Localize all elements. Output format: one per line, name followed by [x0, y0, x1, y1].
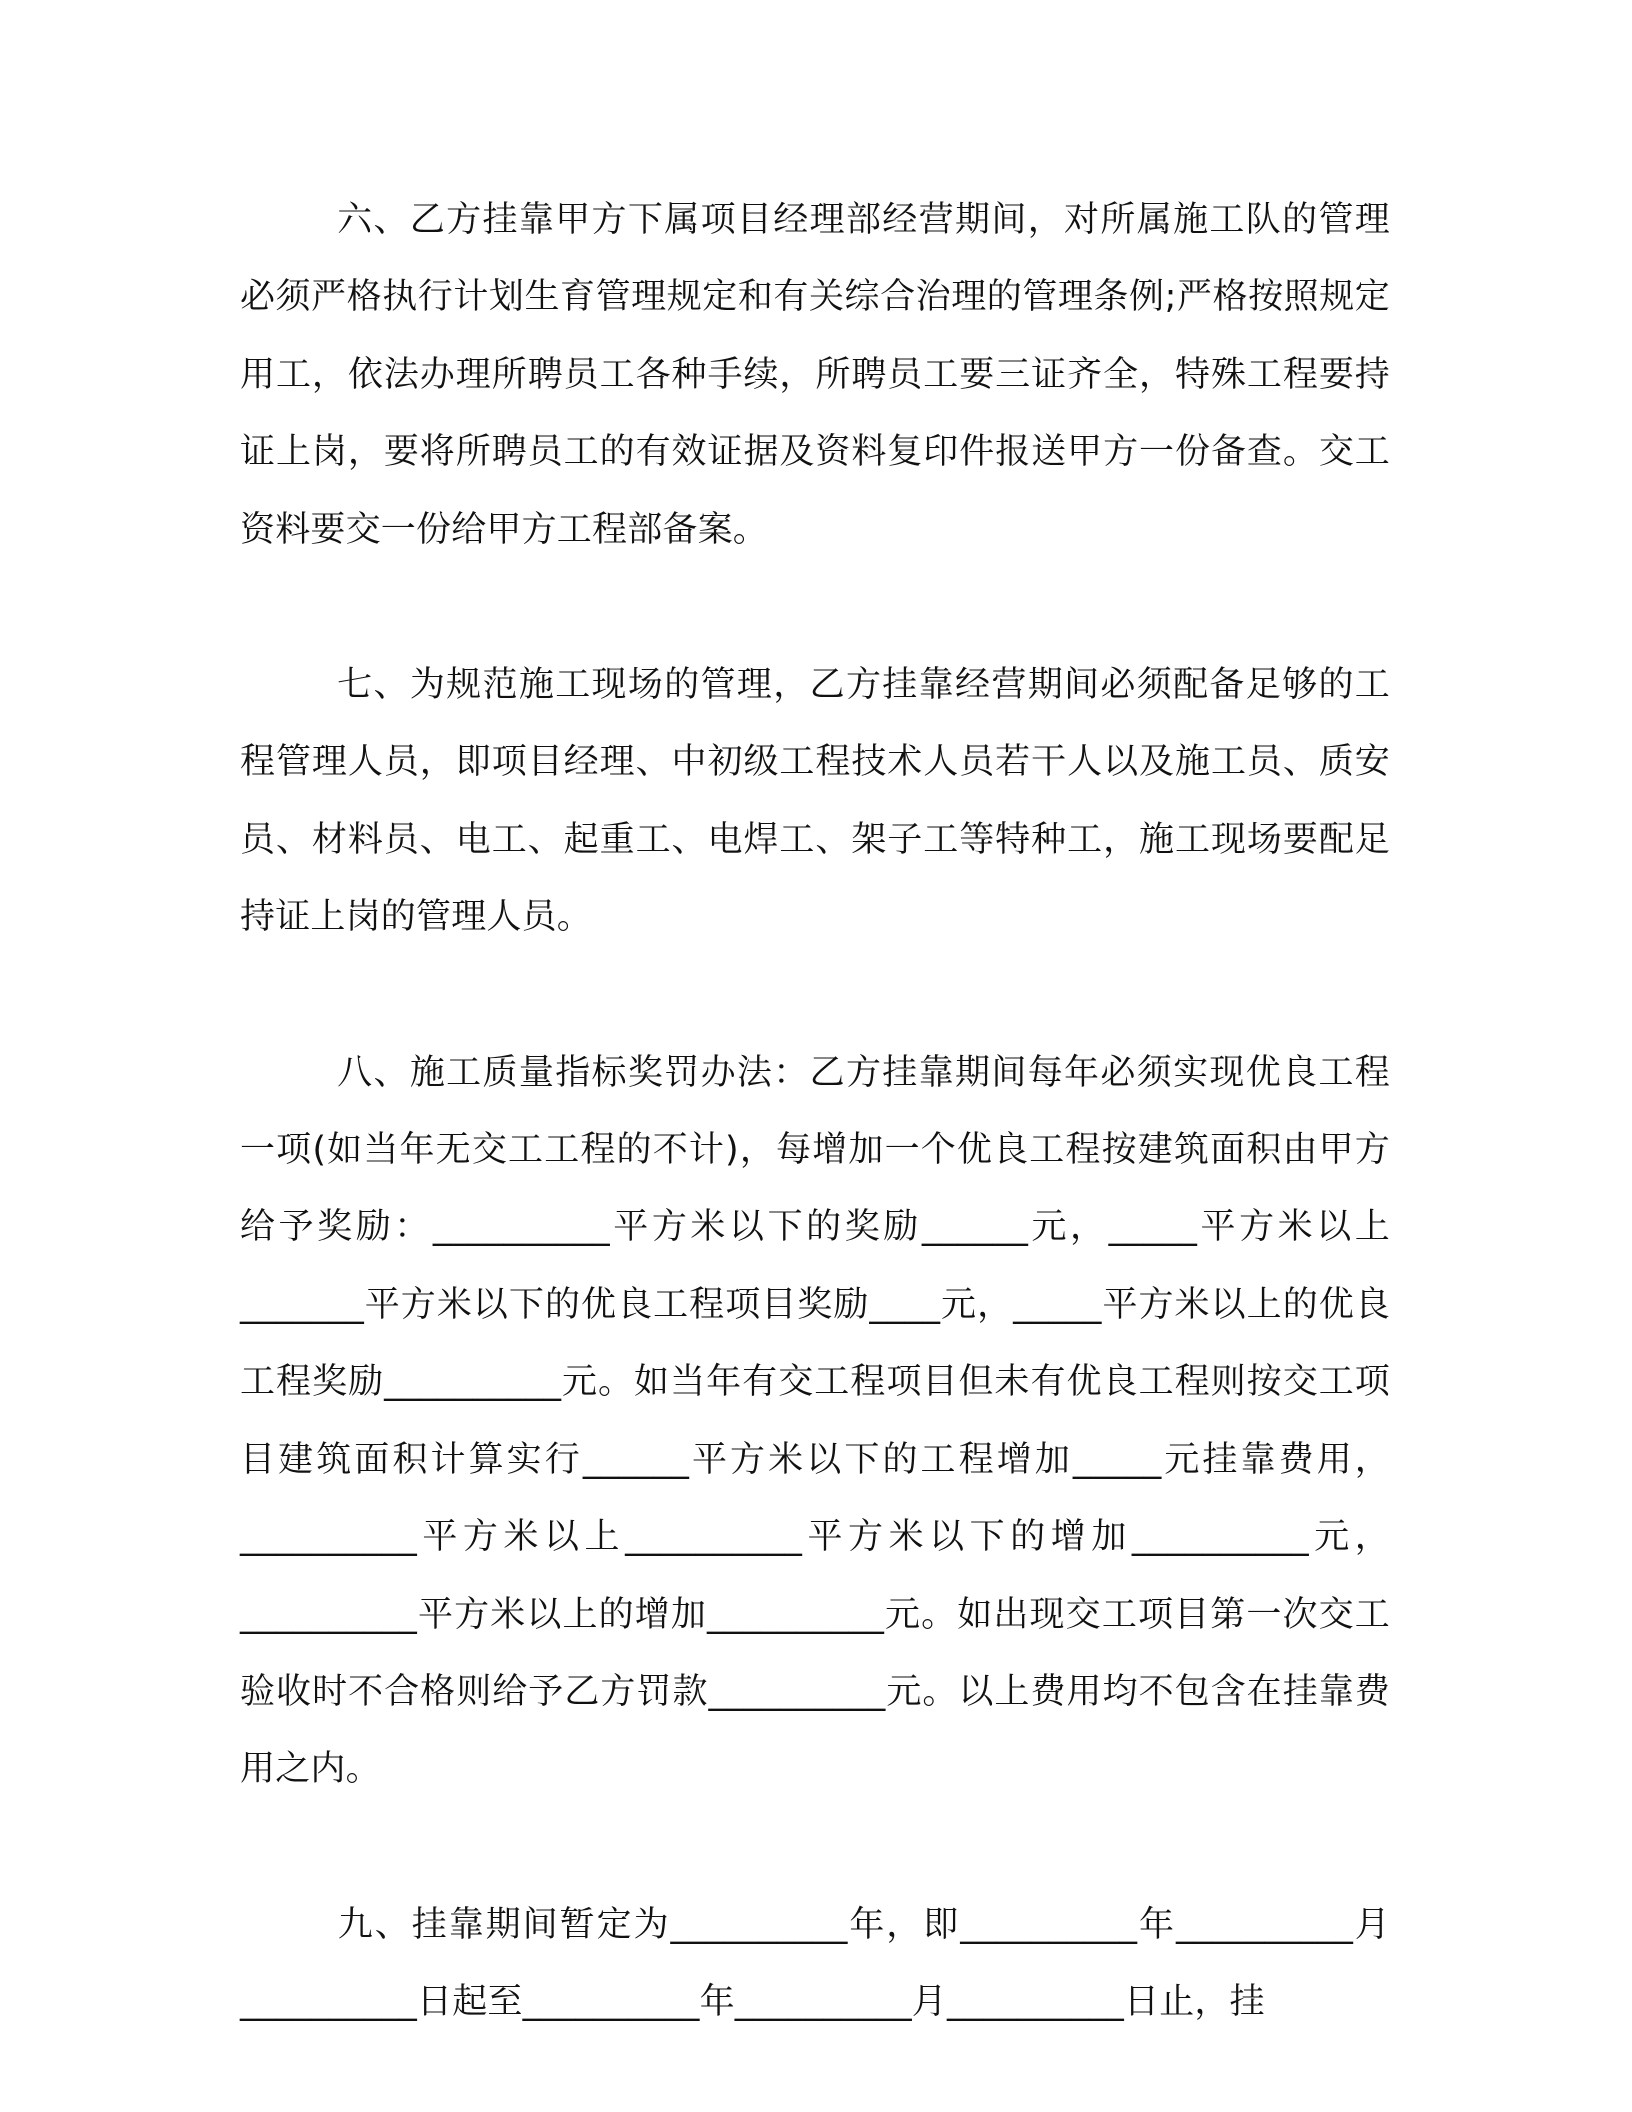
clause-eight-text: 八、施工质量指标奖罚办法：乙方挂靠期间每年必须实现优良工程一项(如当年无交工工程的不计)，每增加一个优良工程按建筑面积由甲方给予奖励：__________平方米以下的奖励______元，_____平方米以上_______平方米以下的优良工程项目奖励____元，_____平方米以上的优良工程奖励__________元。如当年有交工程项目但未有优良工程则按交工项目建筑面积计算实行______平方米以下的工程增加_____元挂靠费用，__________平方米以上__________平方米以下的增加__________元，__________平方米以上的增加__________元。如出现交工项目第一次交工验收时不合格则给予乙方罚款__________元。以上费用均不包含在挂靠费用之内。 — [240, 1052, 1390, 1790]
clause-six-text: 六、乙方挂靠甲方下属项目经理部经营期间，对所属施工队的管理必须严格执行计划生育管理规定和有关综合治理的管理条例;严格按照规定用工，依法办理所聘员工各种手续，所聘员工要三证齐全，特殊工程要持证上岗，要将所聘员工的有效证据及资料复印件报送甲方一份备查。交工资料要交一份给甲方工程部备案。 — [240, 200, 1390, 550]
clause-six-paragraph — [240, 182, 1390, 569]
clause-eight-paragraph — [240, 1035, 1390, 1809]
clause-seven-paragraph — [240, 647, 1390, 957]
clause-nine-text: 九、挂靠期间暂定为__________年，即__________年__________月__________日起至__________年__________月__________日止，挂 — [240, 1904, 1390, 2023]
document-body — [240, 182, 1390, 2042]
clause-seven-text: 七、为规范施工现场的管理，乙方挂靠经营期间必须配备足够的工程管理人员，即项目经理、中初级工程技术人员若干人以及施工员、质安员、材料员、电工、起重工、电焊工、架子工等特种工，施工现场要配足持证上岗的管理人员。 — [240, 665, 1390, 938]
clause-nine-paragraph — [240, 1887, 1390, 2042]
